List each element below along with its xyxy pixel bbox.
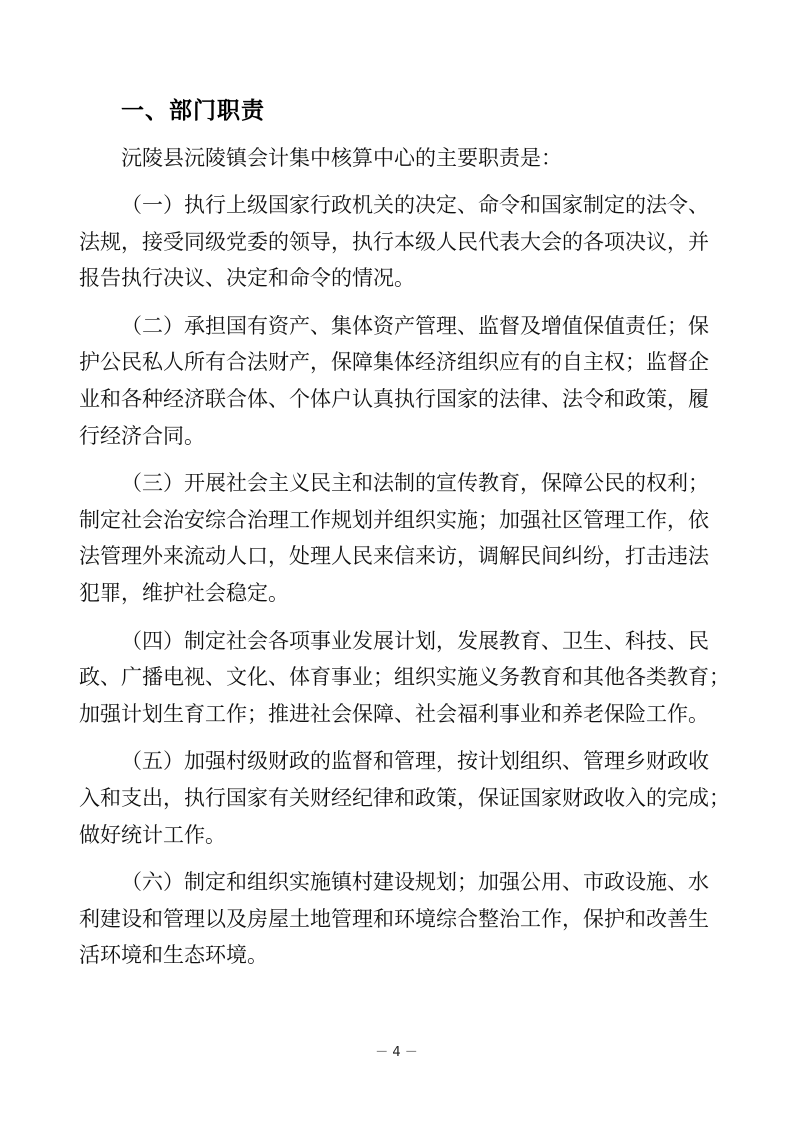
paragraph-line: 法规，接受同级党委的领导，执行本级人民代表大会的各项决议，并 [79, 229, 709, 254]
paragraph-duty-6 [79, 864, 709, 974]
paragraph-line: （一）执行上级国家行政机关的决定、命令和国家制定的法令、 [121, 193, 709, 217]
paragraph-line: 加强计划生育工作；推进社会保障、社会福利事业和养老保险工作。 [79, 701, 709, 726]
paragraph-line: 入和支出，执行国家有关财经纪律和政策，保证国家财政收入的完成； [79, 785, 730, 810]
paragraph-duty-3 [79, 465, 709, 611]
paragraph-line: （四）制定社会各项事业发展计划，发展教育、卫生、科技、民 [121, 628, 709, 653]
paragraph-line: （五）加强村级财政的监督和管理，按计划组织、管理乡财政收 [121, 749, 709, 774]
paragraph-line: 做好统计工作。 [79, 822, 226, 847]
paragraph-line: 业和各种经济联合体、个体户认真执行国家的法律、法令和政策，履 [79, 386, 709, 411]
paragraph-line: （六）制定和组织实施镇村建设规划；加强公用、市政设施、水 [121, 870, 709, 895]
paragraph-line: 制定社会治安综合治理工作规划并组织实施；加强社区管理工作，依 [79, 507, 709, 532]
paragraph-line: 行经济合同。 [79, 423, 205, 448]
paragraph-line: 利建设和管理以及房屋土地管理和环境综合整治工作，保护和改善生 [79, 906, 709, 931]
intro-paragraph: 沅陵县沅陵镇会计集中核算中心的主要职责是： [121, 146, 562, 170]
body-text [79, 140, 730, 974]
paragraph-line: 报告执行决议、决定和命令的情况。 [79, 266, 415, 291]
paragraph-line: 法管理外来流动人口，处理人民来信来访，调解民间纠纷，打击违法 [79, 544, 709, 569]
paragraph-line: （二）承担国有资产、集体资产管理、监督及增值保值责任；保 [121, 313, 709, 338]
paragraph-line: 活环境和生态环境。 [79, 943, 268, 968]
paragraph-duty-1 [79, 187, 709, 297]
paragraph-duty-4 [79, 623, 730, 733]
section-heading: 一、部门职责 [121, 98, 265, 124]
paragraph-duty-2 [79, 308, 709, 454]
paragraph-duty-5 [79, 743, 730, 853]
paragraph-line: 护公民私人所有合法财产，保障集体经济组织应有的自主权；监督企 [79, 350, 709, 375]
paragraph-line: （三）开展社会主义民主和法制的宣传教育，保障公民的权利； [121, 471, 709, 496]
paragraph-line: 犯罪，维护社会稳定。 [79, 580, 289, 605]
paragraph-line: 政、广播电视、文化、体育事业；组织实施义务教育和其他各类教育； [79, 665, 730, 690]
page-number: － 4 － [375, 1045, 418, 1060]
